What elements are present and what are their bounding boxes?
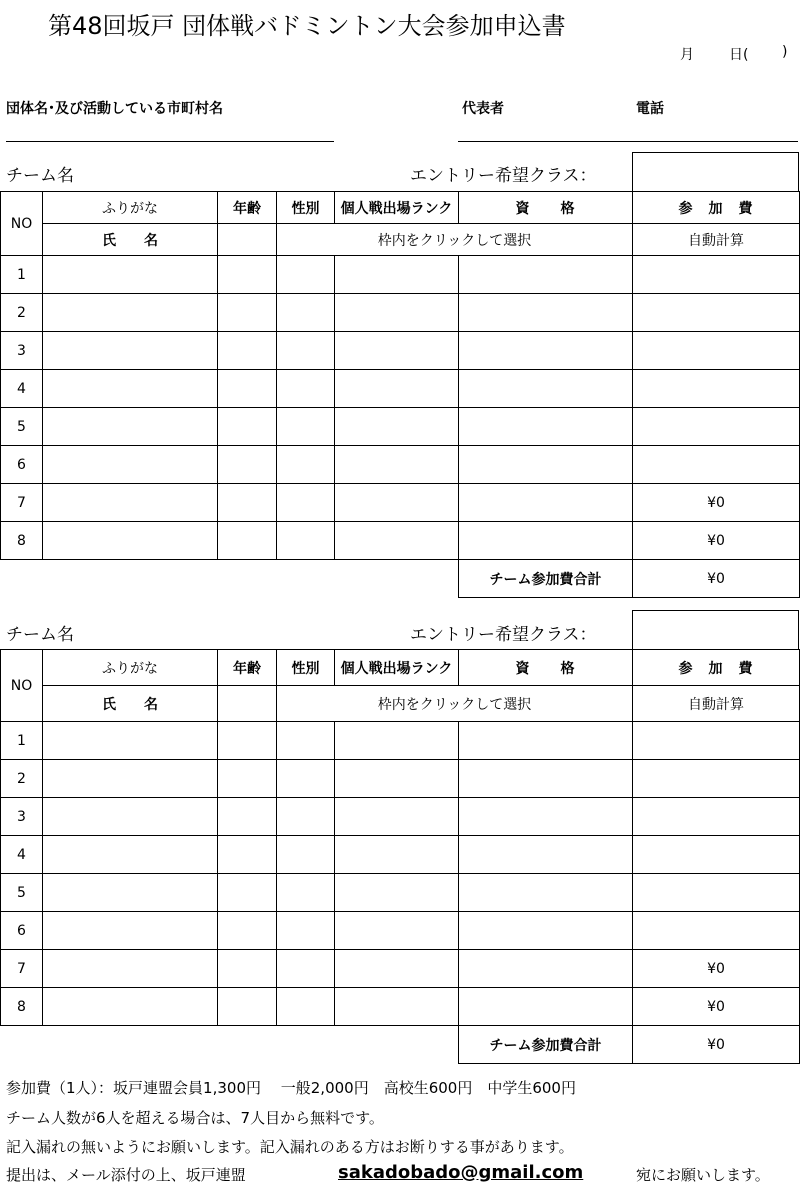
header-age: 年齢 bbox=[218, 192, 277, 224]
header-qualification: 資 格 bbox=[459, 192, 633, 224]
age-cell[interactable] bbox=[218, 484, 277, 522]
qualification-cell[interactable] bbox=[459, 256, 633, 294]
rank-cell[interactable] bbox=[335, 446, 459, 484]
table-row bbox=[1, 370, 800, 408]
row-number: 6 bbox=[1, 446, 43, 484]
name-cell[interactable] bbox=[43, 256, 218, 294]
qualification-cell[interactable] bbox=[459, 332, 633, 370]
header-furigana: ふりがな bbox=[43, 192, 218, 224]
gender-cell[interactable] bbox=[277, 256, 335, 294]
header-fee: 参 加 費 bbox=[633, 192, 800, 224]
fee-cell bbox=[633, 256, 800, 294]
email-link[interactable]: sakadobado@gmail.com bbox=[338, 1162, 584, 1183]
name-cell[interactable] bbox=[43, 370, 218, 408]
table-row bbox=[1, 874, 800, 912]
age-cell[interactable] bbox=[218, 256, 277, 294]
entry-class-box[interactable] bbox=[632, 610, 799, 650]
row-number: 1 bbox=[1, 256, 43, 294]
completion-note: 記入漏れの無いようにお願いします。記入漏れのある方はお断りする事があります。 bbox=[6, 1138, 574, 1156]
table-row bbox=[1, 722, 800, 760]
org-input-line[interactable] bbox=[6, 141, 334, 142]
header-fee-note: 自動計算 bbox=[633, 224, 800, 256]
fee-cell: ¥0 bbox=[633, 988, 800, 1026]
header-age: 年齢 bbox=[218, 650, 277, 686]
team-name-label: チーム名 bbox=[6, 166, 74, 186]
qualification-cell[interactable] bbox=[459, 950, 633, 988]
name-cell[interactable] bbox=[43, 874, 218, 912]
rank-cell[interactable] bbox=[335, 522, 459, 560]
team-name-label: チーム名 bbox=[6, 625, 74, 645]
fee-cell: ¥0 bbox=[633, 950, 800, 988]
rank-cell[interactable] bbox=[335, 484, 459, 522]
fee-cell bbox=[633, 370, 800, 408]
name-cell[interactable] bbox=[43, 408, 218, 446]
fee-cell: ¥0 bbox=[633, 522, 800, 560]
header-no: NO bbox=[1, 650, 43, 722]
rank-cell[interactable] bbox=[335, 798, 459, 836]
row-number: 2 bbox=[1, 760, 43, 798]
qualification-cell[interactable] bbox=[459, 722, 633, 760]
qualification-cell[interactable] bbox=[459, 446, 633, 484]
name-cell[interactable] bbox=[43, 522, 218, 560]
entry-table bbox=[0, 649, 800, 1064]
header-qualification: 資 格 bbox=[459, 650, 633, 686]
rank-cell[interactable] bbox=[335, 722, 459, 760]
age-cell[interactable] bbox=[218, 874, 277, 912]
header-gender: 性別 bbox=[277, 192, 335, 224]
page-title: 第48回坂戸 団体戦バドミントン大会参加申込書 bbox=[48, 12, 566, 40]
rank-cell[interactable] bbox=[335, 294, 459, 332]
fee-cell bbox=[633, 408, 800, 446]
name-cell[interactable] bbox=[43, 950, 218, 988]
age-cell[interactable] bbox=[218, 988, 277, 1026]
age-cell[interactable] bbox=[218, 370, 277, 408]
row-number: 8 bbox=[1, 988, 43, 1026]
gender-cell[interactable] bbox=[277, 836, 335, 874]
rank-cell[interactable] bbox=[335, 950, 459, 988]
rep-input-line[interactable] bbox=[458, 141, 798, 142]
qualification-cell[interactable] bbox=[459, 370, 633, 408]
entry-class-label: エントリー希望クラス： bbox=[410, 625, 597, 645]
header-gender: 性別 bbox=[277, 650, 335, 686]
age-cell[interactable] bbox=[218, 332, 277, 370]
header-fee-note: 自動計算 bbox=[633, 686, 800, 722]
age-cell[interactable] bbox=[218, 950, 277, 988]
header-rank: 個人戦出場ランク bbox=[335, 192, 459, 224]
header-age-blank bbox=[218, 224, 277, 256]
age-cell[interactable] bbox=[218, 722, 277, 760]
gender-cell[interactable] bbox=[277, 760, 335, 798]
team-total-value: ¥0 bbox=[633, 1026, 800, 1064]
submit-note-suffix: 宛にお願いします。 bbox=[636, 1166, 770, 1184]
qualification-cell[interactable] bbox=[459, 912, 633, 950]
rank-cell[interactable] bbox=[335, 874, 459, 912]
table-row bbox=[1, 294, 800, 332]
total-row bbox=[1, 1026, 800, 1064]
name-cell[interactable] bbox=[43, 484, 218, 522]
gender-cell[interactable] bbox=[277, 408, 335, 446]
table-row bbox=[1, 836, 800, 874]
name-cell[interactable] bbox=[43, 988, 218, 1026]
table-row bbox=[1, 484, 800, 522]
rank-cell[interactable] bbox=[335, 408, 459, 446]
phone-label: 電話 bbox=[636, 101, 664, 117]
age-cell[interactable] bbox=[218, 760, 277, 798]
gender-cell[interactable] bbox=[277, 912, 335, 950]
team-total-value: ¥0 bbox=[633, 560, 800, 598]
name-cell[interactable] bbox=[43, 836, 218, 874]
header-fee: 参 加 費 bbox=[633, 650, 800, 686]
header-no: NO bbox=[1, 192, 43, 256]
row-number: 4 bbox=[1, 370, 43, 408]
rank-cell[interactable] bbox=[335, 836, 459, 874]
name-cell[interactable] bbox=[43, 294, 218, 332]
row-number: 1 bbox=[1, 722, 43, 760]
row-number: 7 bbox=[1, 484, 43, 522]
gender-cell[interactable] bbox=[277, 446, 335, 484]
gender-cell[interactable] bbox=[277, 332, 335, 370]
age-cell[interactable] bbox=[218, 836, 277, 874]
gender-cell[interactable] bbox=[277, 522, 335, 560]
table-row bbox=[1, 408, 800, 446]
header-rank-note: 枠内をクリックして選択 bbox=[277, 224, 633, 256]
row-number: 7 bbox=[1, 950, 43, 988]
row-number: 8 bbox=[1, 522, 43, 560]
table-row bbox=[1, 760, 800, 798]
fee-cell bbox=[633, 760, 800, 798]
header-name: 氏 名 bbox=[43, 224, 218, 256]
fee-cell bbox=[633, 798, 800, 836]
gender-cell[interactable] bbox=[277, 294, 335, 332]
table-row bbox=[1, 798, 800, 836]
team-size-note: チーム人数が6人を超える場合は、7人目から無料です。 bbox=[6, 1109, 384, 1127]
row-number: 6 bbox=[1, 912, 43, 950]
rank-cell[interactable] bbox=[335, 256, 459, 294]
fee-cell bbox=[633, 874, 800, 912]
table-row bbox=[1, 256, 800, 294]
entry-table bbox=[0, 191, 800, 598]
entry-class-box[interactable] bbox=[632, 152, 799, 192]
age-cell[interactable] bbox=[218, 294, 277, 332]
name-cell[interactable] bbox=[43, 912, 218, 950]
date-close: ) bbox=[782, 44, 788, 60]
submit-note-prefix: 提出は、メール添付の上、坂戸連盟 bbox=[6, 1166, 246, 1184]
qualification-cell[interactable] bbox=[459, 874, 633, 912]
name-cell[interactable] bbox=[43, 798, 218, 836]
age-cell[interactable] bbox=[218, 912, 277, 950]
fee-cell bbox=[633, 722, 800, 760]
age-cell[interactable] bbox=[218, 446, 277, 484]
org-label: 団体名･及び活動している市町村名 bbox=[6, 101, 223, 117]
table-row bbox=[1, 522, 800, 560]
rank-cell[interactable] bbox=[335, 988, 459, 1026]
fee-cell bbox=[633, 332, 800, 370]
fee-cell bbox=[633, 446, 800, 484]
qualification-cell[interactable] bbox=[459, 484, 633, 522]
gender-cell[interactable] bbox=[277, 874, 335, 912]
gender-cell[interactable] bbox=[277, 722, 335, 760]
table-row bbox=[1, 988, 800, 1026]
gender-cell[interactable] bbox=[277, 484, 335, 522]
table-row bbox=[1, 950, 800, 988]
fee-info-note: 参加費（1人）：坂戸連盟会員1,300円 一般2,000円 高校生600円 中学生600円 bbox=[6, 1079, 576, 1097]
gender-cell[interactable] bbox=[277, 988, 335, 1026]
qualification-cell[interactable] bbox=[459, 522, 633, 560]
qualification-cell[interactable] bbox=[459, 798, 633, 836]
header-rank-note: 枠内をクリックして選択 bbox=[277, 686, 633, 722]
table-row bbox=[1, 446, 800, 484]
name-cell[interactable] bbox=[43, 760, 218, 798]
fee-cell bbox=[633, 836, 800, 874]
row-number: 2 bbox=[1, 294, 43, 332]
age-cell[interactable] bbox=[218, 522, 277, 560]
rep-label: 代表者 bbox=[462, 101, 504, 117]
qualification-cell[interactable] bbox=[459, 988, 633, 1026]
date-day: 日( bbox=[729, 47, 749, 63]
fee-cell bbox=[633, 912, 800, 950]
gender-cell[interactable] bbox=[277, 370, 335, 408]
row-number: 3 bbox=[1, 332, 43, 370]
fee-cell bbox=[633, 294, 800, 332]
rank-cell[interactable] bbox=[335, 332, 459, 370]
rank-cell[interactable] bbox=[335, 760, 459, 798]
team-total-label: チーム参加費合計 bbox=[459, 560, 633, 598]
qualification-cell[interactable] bbox=[459, 836, 633, 874]
age-cell[interactable] bbox=[218, 408, 277, 446]
header-rank: 個人戦出場ランク bbox=[335, 650, 459, 686]
rank-cell[interactable] bbox=[335, 912, 459, 950]
header-furigana: ふりがな bbox=[43, 650, 218, 686]
header-name: 氏 名 bbox=[43, 686, 218, 722]
rank-cell[interactable] bbox=[335, 370, 459, 408]
date-month: 月 bbox=[680, 47, 694, 63]
gender-cell[interactable] bbox=[277, 950, 335, 988]
table-row bbox=[1, 332, 800, 370]
row-number: 4 bbox=[1, 836, 43, 874]
qualification-cell[interactable] bbox=[459, 760, 633, 798]
name-cell[interactable] bbox=[43, 722, 218, 760]
name-cell[interactable] bbox=[43, 332, 218, 370]
age-cell[interactable] bbox=[218, 798, 277, 836]
table-row bbox=[1, 912, 800, 950]
qualification-cell[interactable] bbox=[459, 294, 633, 332]
gender-cell[interactable] bbox=[277, 798, 335, 836]
row-number: 5 bbox=[1, 408, 43, 446]
total-row bbox=[1, 560, 800, 598]
fee-cell: ¥0 bbox=[633, 484, 800, 522]
qualification-cell[interactable] bbox=[459, 408, 633, 446]
row-number: 3 bbox=[1, 798, 43, 836]
header-age-blank bbox=[218, 686, 277, 722]
team-total-label: チーム参加費合計 bbox=[459, 1026, 633, 1064]
row-number: 5 bbox=[1, 874, 43, 912]
name-cell[interactable] bbox=[43, 446, 218, 484]
entry-class-label: エントリー希望クラス： bbox=[410, 166, 597, 186]
